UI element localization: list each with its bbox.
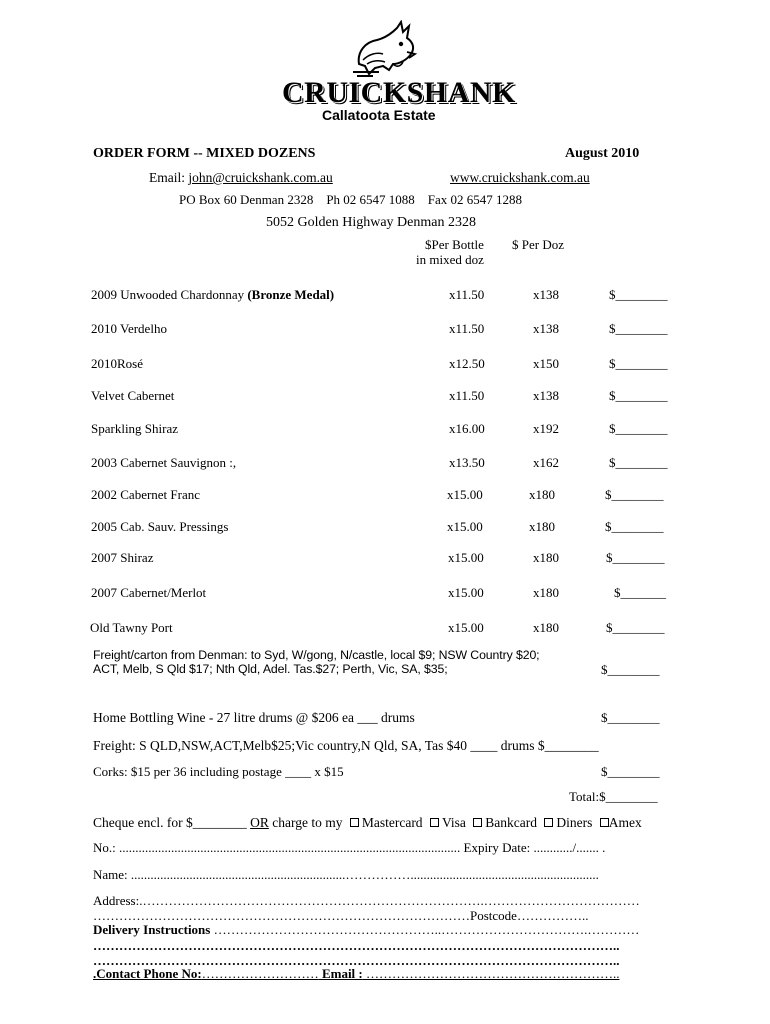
bankcard-checkbox[interactable] [473,818,482,827]
wine-total-field[interactable]: $________ [609,455,668,470]
wine-name: 2005 Cab. Sauv. Pressings [91,519,229,534]
wine-total-field[interactable]: $_______ [614,585,666,600]
wine-name [91,287,334,303]
wine-bottle-price: x11.50 [449,287,485,302]
wine-doz-price: x180 [529,487,555,502]
card-number-field[interactable]: No.: ......................................................................................................... Expiry Date: ............/....... . [93,840,606,855]
wine-bottle-price: x11.50 [449,321,485,336]
drum-freight-line: Freight: S QLD,NSW,ACT,Melb$25;Vic country,N Qld, SA, Tas $40 ____ drums $________ [93,738,599,753]
wine-doz-price: x138 [533,388,559,403]
name-field[interactable]: Name: ..................................................................…………….......................................................... [93,867,599,882]
address-field-1[interactable]: Address:.…………………………………………………………………….……………………………… [93,893,640,908]
bankcard-label: Bankcard [485,815,537,830]
col-per-doz: $ Per Doz [512,237,564,252]
wine-total-field[interactable]: $________ [609,321,668,336]
corks-total-field[interactable]: $________ [601,764,660,779]
drums-line: Home Bottling Wine - 27 litre drums @ $206 ea ___ drums [93,710,415,725]
wine-label: 2009 Unwooded Chardonnay [91,287,245,302]
mastercard-label: Mastercard [361,815,423,830]
wine-name: Old Tawny Port [90,620,173,635]
wine-doz-price: x180 [529,519,555,534]
wine-total-field[interactable]: $________ [609,388,668,403]
wine-bottle-price: x13.50 [449,455,485,470]
footer-email-label: Email : [321,966,363,981]
wine-bottle-price: x16.00 [449,421,485,436]
diners-checkbox[interactable] [544,818,553,827]
wine-bottle-price: x11.50 [449,388,485,403]
payment-line [93,815,642,831]
wine-bottle-price: x15.00 [447,519,483,534]
freight-line-2: ACT, Melb, S Qld $17; Nth Qld, Adel. Tas.$27; Perth, Vic, SA, $35; [93,662,448,676]
boar-logo [349,20,421,80]
wine-name: 2010Rosé [91,356,143,371]
col-per-bottle-sub: in mixed doz [416,252,484,267]
wine-name: 2003 Cabernet Sauvignon :, [91,455,237,470]
wine-bottle-price: x15.00 [448,585,484,600]
col-per-bottle: $Per Bottle [425,237,484,252]
delivery-field[interactable]: ……………………………………………..…………………………….………… [213,922,640,937]
estate-name: Callatoota Estate [322,107,436,123]
footer-email-field[interactable]: ………………………………………………….. [362,966,620,981]
visa-label: Visa [441,815,466,830]
email-label: Email: [149,170,185,185]
form-title: ORDER FORM -- MIXED DOZENS [93,146,316,161]
wine-name: Sparkling Shiraz [91,421,179,436]
wine-total-field[interactable]: $________ [605,487,664,502]
visa-checkbox[interactable] [430,818,439,827]
email-line [149,170,333,186]
cheque-field[interactable]: Cheque encl. for $________ [93,815,247,830]
wine-total-field[interactable]: $________ [606,620,665,635]
wine-name: Velvet Cabernet [91,388,175,403]
wine-total-field[interactable]: $________ [609,421,668,436]
wine-doz-price: x180 [533,550,559,565]
charge-label: charge to my [272,815,343,830]
drums-total-field[interactable]: $________ [601,710,660,725]
contact-line: PO Box 60 Denman 2328 Ph 02 6547 1088 Fax 02 6547 1288 [179,192,523,207]
phone-label: .Contact Phone No: [93,966,202,981]
delivery-field-2[interactable]: ………………………………………………………………………………………………………….. [93,938,620,953]
wine-name: 2007 Shiraz [91,550,154,565]
phone-field[interactable]: ……………………… [201,966,319,981]
wine-bottle-price: x15.00 [448,620,484,635]
wine-doz-price: x138 [533,287,559,302]
address-field-2[interactable]: ……………………………………………………………………………Postcode…………….. [93,908,589,923]
corks-line: Corks: $15 per 36 including postage ____ x $15 [93,764,344,779]
email-link[interactable]: john@cruickshank.com.au [188,170,333,185]
amex-label: Amex [608,815,642,830]
mastercard-checkbox[interactable] [350,818,359,827]
wine-doz-price: x180 [533,585,559,600]
freight-total-field[interactable]: $________ [601,662,660,677]
form-date: August 2010 [565,146,640,161]
wine-name: 2007 Cabernet/Merlot [91,585,207,600]
wine-total-field[interactable]: $________ [609,287,668,302]
diners-label: Diners [556,815,593,830]
freight-line-1: Freight/carton from Denman: to Syd, W/gong, N/castle, local $9; NSW Country $20; [93,648,540,662]
amex-checkbox[interactable] [600,818,609,827]
grand-total-field[interactable]: Total:$________ [569,789,658,804]
delivery-label: Delivery Instructions [93,922,211,937]
contact-line-footer [93,966,620,982]
wine-bottle-price: x15.00 [447,487,483,502]
wine-name: 2002 Cabernet Franc [91,487,201,502]
wine-name: 2010 Verdelho [91,321,167,336]
delivery-field-3[interactable]: ………………………………………………………………………………………………………….. [93,953,620,968]
wine-doz-price: x138 [533,321,559,336]
wine-doz-price: x192 [533,421,559,436]
wine-bottle-price: x15.00 [448,550,484,565]
wine-total-field[interactable]: $________ [605,519,664,534]
delivery-line [93,922,639,938]
wine-bottle-price: x12.50 [449,356,485,371]
brand-name: CRUICKSHANK [282,76,516,109]
wine-doz-price: x150 [533,356,559,371]
website-link[interactable]: www.cruickshank.com.au [450,170,590,185]
wine-total-field[interactable]: $________ [609,356,668,371]
or-label: OR [250,815,269,830]
wine-total-field[interactable]: $________ [606,550,665,565]
address-line: 5052 Golden Highway Denman 2328 [266,215,476,230]
wine-doz-price: x180 [533,620,559,635]
wine-doz-price: x162 [533,455,559,470]
medal-label: (Bronze Medal) [247,287,335,302]
